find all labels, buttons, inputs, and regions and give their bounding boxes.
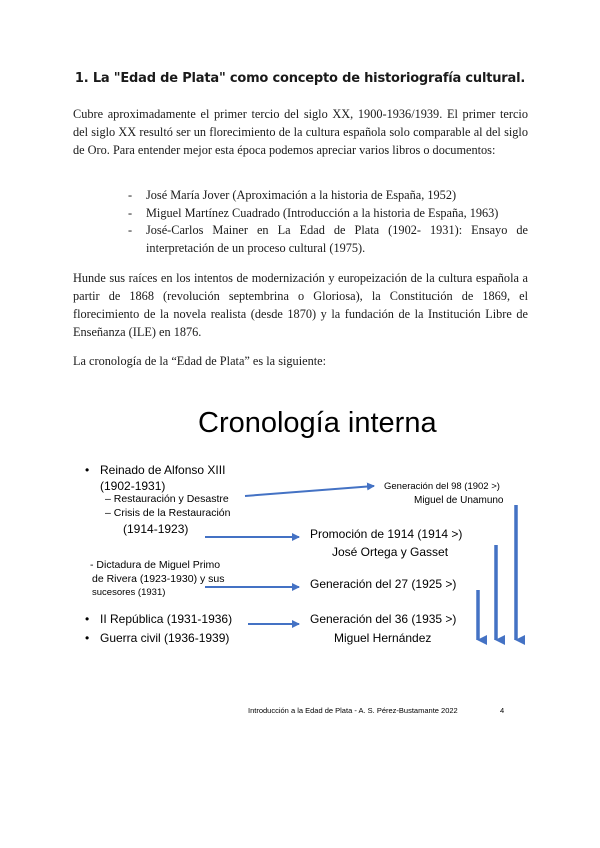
dictadura-line3: sucesores (1931)	[92, 587, 166, 598]
slide-number: 4	[500, 706, 505, 715]
promo14-author: José Ortega y Gasset	[332, 545, 449, 559]
gen98-label: Generación del 98 (1902 >)	[384, 481, 500, 492]
list-item: - José María Jover (Aproximación a la historia de España, 1952)	[128, 187, 528, 205]
diagram-title: Cronología interna	[198, 407, 437, 439]
section-heading: 1. La "Edad de Plata" como concepto de historiografía cultural.	[74, 71, 526, 86]
chronology-intro: La cronología de la “Edad de Plata” es la siguiente:	[73, 354, 327, 368]
dictadura-line2: de Rivera (1923-1930) y sus	[92, 573, 225, 585]
republica: II República (1931-1936)	[100, 612, 233, 626]
dictadura-line1: - Dictadura de Miguel Primo	[90, 559, 221, 571]
book-list	[128, 187, 528, 257]
bullet: •	[85, 631, 90, 645]
list-item: - José-Carlos Mainer en La Edad de Plata (1902- 1931): Ensayo de interpretación de un proceso cultural (1975).	[128, 222, 528, 257]
alfonso-dates: (1902-1931)	[100, 479, 166, 493]
roots-paragraph: Hunde sus raíces en los intentos de modernización y europeización de la cultura española a partir de 1868 (revolución septembrina o Gloriosa), la Constitución de 1869, el florecimiento de la novela realista (desde 1870) y la fundación de la Institución Libre de Enseñanza (ILE) en 1876.	[73, 271, 528, 339]
gen36-author: Miguel Hernández	[334, 631, 432, 645]
alfonso-reign: Reinado de Alfonso XIII	[100, 463, 226, 477]
chronology-diagram	[0, 390, 600, 725]
guerra-civil: Guerra civil (1936-1939)	[100, 631, 230, 645]
arrow-to-gen98	[245, 486, 374, 496]
slide-footer: Introducción a la Edad de Plata - A. S. Pérez-Bustamante 2022	[248, 706, 458, 715]
restauracion: – Restauración y Desastre	[105, 493, 229, 505]
gen27-label: Generación del 27 (1925 >)	[310, 577, 457, 591]
gen36-label: Generación del 36 (1935 >)	[310, 612, 457, 626]
gen98-author: Miguel de Unamuno	[414, 495, 504, 506]
vertical-arrows	[478, 505, 516, 640]
intro-paragraph: Cubre aproximadamente el primer tercio del siglo XX, 1900-1936/1939. El primer tercio del siglo XX resultó ser un florecimiento de la cultura española solo comparable al del siglo de Oro. Para entender mejor esta época podemos apreciar varios libros o documentos:	[73, 107, 528, 157]
list-item: - Miguel Martínez Cuadrado (Introducción a la historia de España, 1963)	[128, 205, 528, 223]
bullet: •	[85, 463, 90, 477]
promo14-label: Promoción de 1914 (1914 >)	[310, 527, 463, 541]
crisis-restauracion: – Crisis de la Restauración	[105, 507, 231, 519]
bullet: •	[85, 612, 90, 626]
crisis-dates: (1914-1923)	[123, 522, 189, 536]
